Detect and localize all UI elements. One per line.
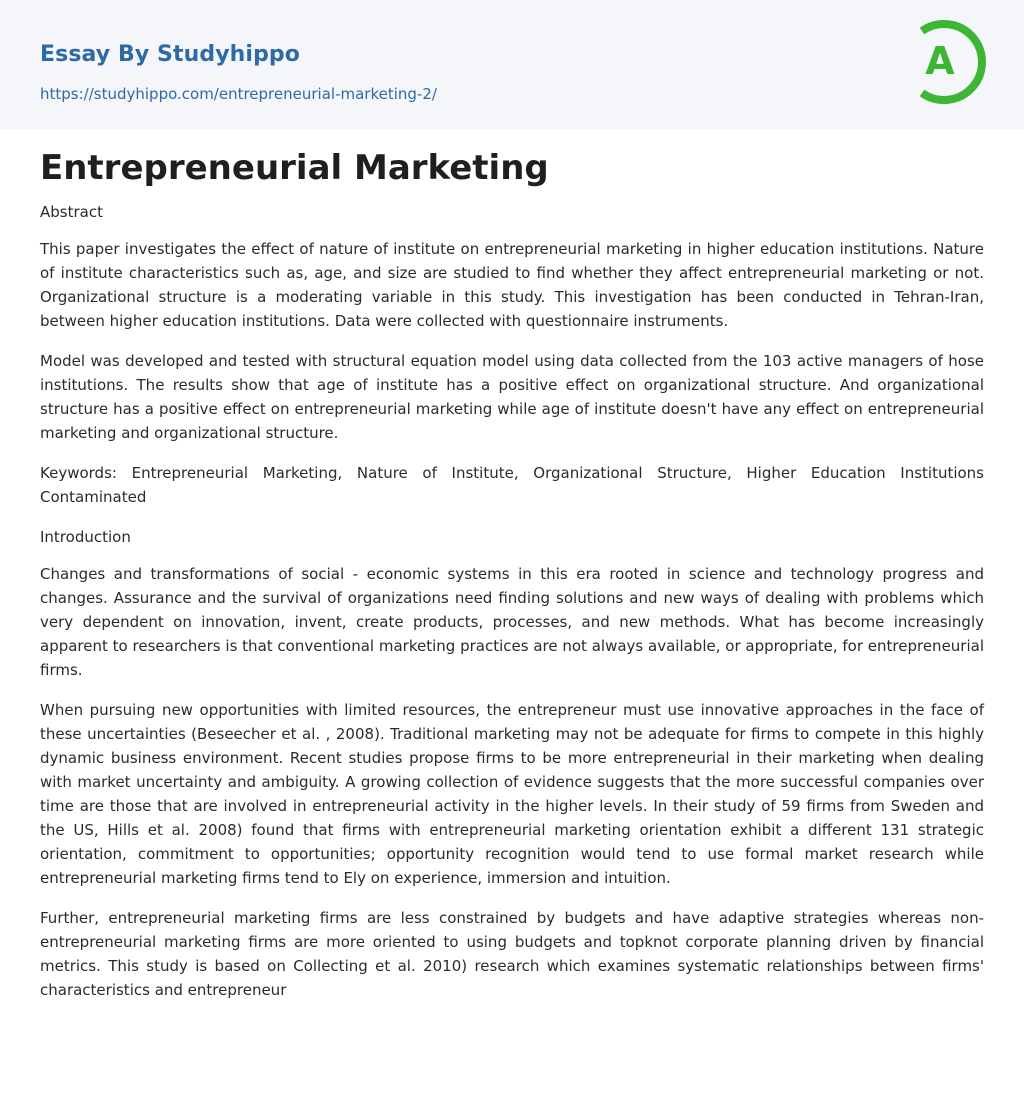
keywords-paragraph: Keywords: Entrepreneurial Marketing, Nature of Institute, Organizational Structure, Higher Education Institutions Contaminated: [40, 464, 984, 506]
abstract-label: Abstract: [40, 203, 103, 221]
site-brand[interactable]: Essay By Studyhippo: [40, 42, 300, 67]
introduction-paragraph-2: When pursuing new opportunities with limited resources, the entrepreneur must use innovative approaches in the face of these uncertainties (Beseecher et al. , 2008). Traditional marketing may not be adequate for firms to compete in this highly dynamic business environment. Recent studies propose firms to be more entrepreneurial in their marketing when dealing with market uncertainty and ambiguity. A growing collection of evidence suggests that the more successful companies over time are those that are involved in entrepreneurial activity in the higher levels. In their study of 59 firms from Sweden and the US, Hills et al. 2008) found that firms with entrepreneurial marketing orientation exhibit a different 131 strategic orientation, commitment to opportunities; opportunity recognition would tend to use formal market research while entrepreneurial marketing firms tend to Ely on experience, immersion and intuition.: [40, 701, 984, 887]
introduction-paragraph-3: Further, entrepreneurial marketing firms are less constrained by budgets and have adaptive strategies whereas non- entrepreneurial marketing firms are more oriented to using budgets and topknot corporate planning driven by financial metrics. This study is based on Collecting et al. 2010) research which examines systematic relationships between firms' characteristics and entrepreneur: [40, 909, 984, 999]
introduction-paragraph-1: Changes and transformations of social - economic systems in this era rooted in science and technology progress and changes. Assurance and the survival of organizations need finding solutions and new ways of dealing with problems which very dependent on innovation, invent, create products, processes, and new methods. What has become increasingly apparent to researchers is that conventional marketing practices are not always available, or appropriate, for entrepreneurial firms.: [40, 565, 984, 679]
introduction-label: Introduction: [40, 528, 131, 546]
abstract-paragraph-1: This paper investigates the effect of nature of institute on entrepreneurial marketing in higher education institutions. Nature of institute characteristics such as, age, and size are studied to find whether they affect entrepreneurial marketing or not. Organizational structure is a moderating variable in this study. This investigation has been conducted in Tehran-Iran, between higher education institutions. Data were collected with questionnaire instruments.: [40, 240, 984, 330]
studyhippo-logo-icon[interactable]: [912, 18, 988, 106]
essay-url-link[interactable]: https://studyhippo.com/entrepreneurial-marketing-2/: [40, 85, 437, 103]
site-header: [0, 0, 1024, 129]
article-title: Entrepreneurial Marketing: [40, 148, 549, 188]
abstract-paragraph-2: Model was developed and tested with structural equation model using data collected from the 103 active managers of hose institutions. The results show that age of institute has a positive effect on organizational structure. And organizational structure has a positive effect on entrepreneurial marketing while age of institute doesn't have any effect on entrepreneurial marketing and organizational structure.: [40, 352, 984, 442]
article: [40, 146, 984, 1018]
logo-letter: A: [925, 39, 955, 83]
